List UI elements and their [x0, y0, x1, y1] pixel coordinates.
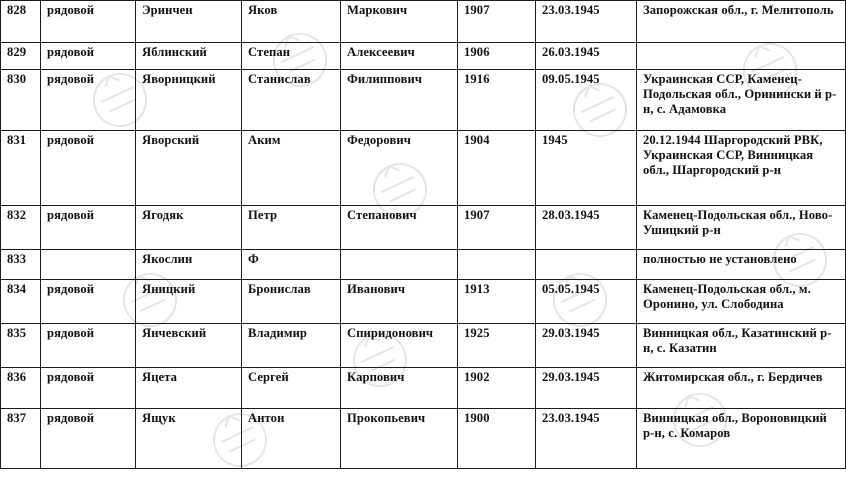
record-number: 828 [1, 1, 41, 43]
record-origin: полностью не установлено [637, 250, 846, 280]
record-name: Сергей [242, 368, 341, 409]
record-patronymic: Маркович [341, 1, 458, 43]
record-surname: Яблинский [136, 43, 242, 70]
record-surname: Якослин [136, 250, 242, 280]
record-surname: Янчевский [136, 324, 242, 368]
record-birth-year: 1907 [458, 206, 536, 250]
record-origin: 20.12.1944 Шаргородский РВК, Украинская ССР, Винницкая обл., Шаргородский р-н [637, 131, 846, 206]
record-number: 832 [1, 206, 41, 250]
record-patronymic: Иванович [341, 280, 458, 324]
record-patronymic: Филиппович [341, 70, 458, 131]
record-surname: Яворский [136, 131, 242, 206]
record-origin: Каменец-Подольская обл., Ново-Ушицкий р-н [637, 206, 846, 250]
record-rank: рядовой [41, 324, 136, 368]
record-origin [637, 43, 846, 70]
table-row [1, 324, 846, 368]
record-number: 836 [1, 368, 41, 409]
table-row [1, 70, 846, 131]
record-origin: Запорожская обл., г. Мелитополь [637, 1, 846, 43]
record-rank: рядовой [41, 131, 136, 206]
record-origin: Винницкая обл., Вороновицкий р-н, с. Комаров [637, 409, 846, 469]
record-name: Ф [242, 250, 341, 280]
record-number: 830 [1, 70, 41, 131]
record-death-date [536, 250, 637, 280]
record-name: Станислав [242, 70, 341, 131]
record-name: Аким [242, 131, 341, 206]
record-birth-year: 1902 [458, 368, 536, 409]
record-name: Антон [242, 409, 341, 469]
record-name: Владимир [242, 324, 341, 368]
table-row [1, 280, 846, 324]
table-row [1, 131, 846, 206]
record-surname: Яницкий [136, 280, 242, 324]
record-birth-year: 1900 [458, 409, 536, 469]
record-death-date: 29.03.1945 [536, 324, 637, 368]
record-surname: Яцета [136, 368, 242, 409]
record-death-date: 05.05.1945 [536, 280, 637, 324]
record-name: Яков [242, 1, 341, 43]
record-birth-year: 1906 [458, 43, 536, 70]
record-name: Петр [242, 206, 341, 250]
record-origin: Житомирская обл., г. Бердичев [637, 368, 846, 409]
record-birth-year: 1913 [458, 280, 536, 324]
record-name: Степан [242, 43, 341, 70]
record-number: 831 [1, 131, 41, 206]
record-rank: рядовой [41, 1, 136, 43]
table-row [1, 368, 846, 409]
record-death-date: 23.03.1945 [536, 1, 637, 43]
record-death-date: 29.03.1945 [536, 368, 637, 409]
record-patronymic [341, 250, 458, 280]
record-surname: Ягодяк [136, 206, 242, 250]
record-number: 835 [1, 324, 41, 368]
record-name: Бронислав [242, 280, 341, 324]
record-rank: рядовой [41, 280, 136, 324]
record-number: 833 [1, 250, 41, 280]
record-rank: рядовой [41, 409, 136, 469]
record-death-date: 09.05.1945 [536, 70, 637, 131]
record-origin: Украинская ССР, Каменец-Подольская обл., Оринински й р-н, с. Адамовка [637, 70, 846, 131]
record-death-date: 26.03.1945 [536, 43, 637, 70]
record-death-date: 23.03.1945 [536, 409, 637, 469]
record-number: 834 [1, 280, 41, 324]
record-birth-year: 1925 [458, 324, 536, 368]
record-surname: Эринчен [136, 1, 242, 43]
table-row [1, 1, 846, 43]
record-origin: Каменец-Подольская обл., м. Оронино, ул. Слободина [637, 280, 846, 324]
record-patronymic: Карпович [341, 368, 458, 409]
table-row [1, 206, 846, 250]
record-death-date: 28.03.1945 [536, 206, 637, 250]
table-row [1, 409, 846, 469]
record-patronymic: Прокопьевич [341, 409, 458, 469]
record-number: 837 [1, 409, 41, 469]
table-row [1, 250, 846, 280]
record-surname: Ящук [136, 409, 242, 469]
table-row [1, 43, 846, 70]
record-patronymic: Федорович [341, 131, 458, 206]
record-surname: Яворницкий [136, 70, 242, 131]
record-rank [41, 250, 136, 280]
record-birth-year [458, 250, 536, 280]
record-rank: рядовой [41, 206, 136, 250]
record-death-date: 1945 [536, 131, 637, 206]
record-birth-year: 1907 [458, 1, 536, 43]
record-patronymic: Алексеевич [341, 43, 458, 70]
record-birth-year: 1904 [458, 131, 536, 206]
record-number: 829 [1, 43, 41, 70]
record-birth-year: 1916 [458, 70, 536, 131]
record-patronymic: Степанович [341, 206, 458, 250]
record-rank: рядовой [41, 368, 136, 409]
record-origin: Винницкая обл., Казатинский р-н, с. Казатин [637, 324, 846, 368]
record-patronymic: Спиридонович [341, 324, 458, 368]
record-rank: рядовой [41, 70, 136, 131]
record-rank: рядовой [41, 43, 136, 70]
